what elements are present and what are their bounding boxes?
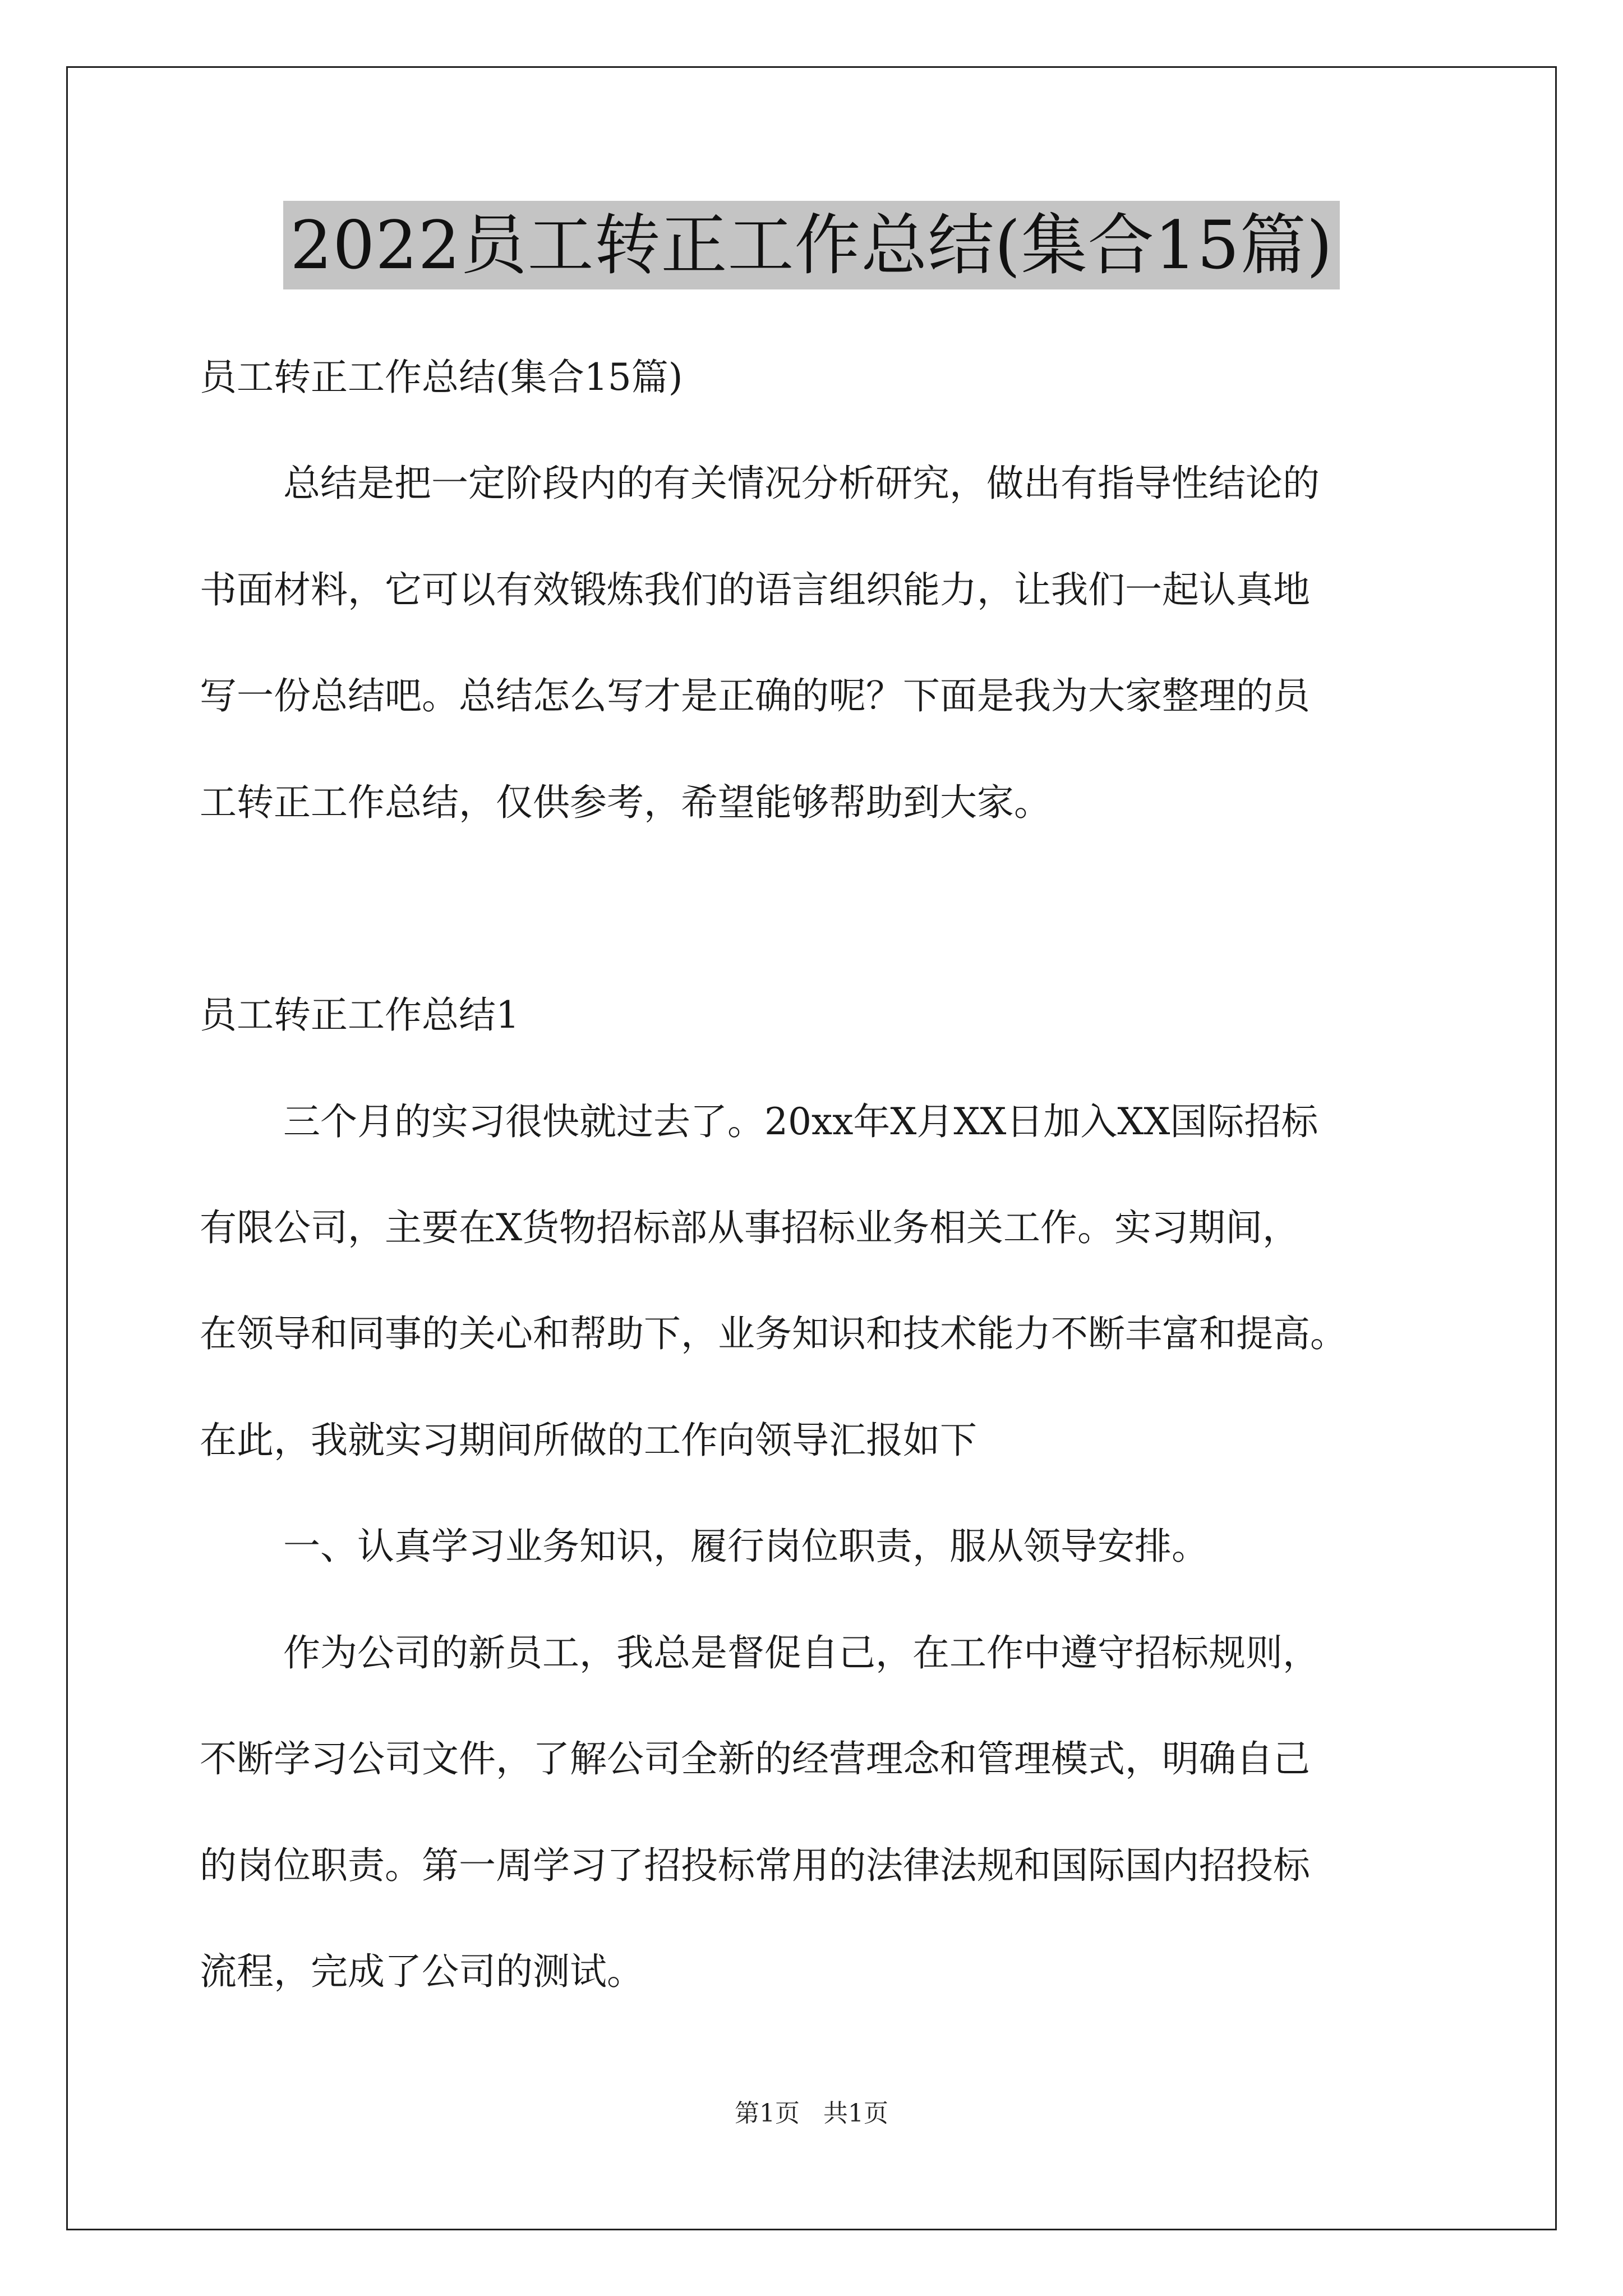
paragraph-line: 总结是把一定阶段内的有关情况分析研究，做出有指导性结论的	[283, 462, 1320, 505]
paragraph-line: 一、认真学习业务知识，履行岗位职责，服从领导安排。	[283, 1525, 1209, 1568]
paragraph-line: 三个月的实习很快就过去了。20xx年X月XX日加入XX国际招标	[283, 1100, 1318, 1143]
section-heading: 员工转正工作总结1	[200, 993, 519, 1037]
paragraph-line: 在领导和同事的关心和帮助下，业务知识和技术能力不断丰富和提高。	[200, 1312, 1347, 1355]
paragraph-line: 书面材料，它可以有效锻炼我们的语言组织能力，让我们一起认真地	[200, 568, 1310, 611]
paragraph-line: 作为公司的新员工，我总是督促自己，在工作中遵守招标规则，	[283, 1631, 1320, 1674]
document-title: 2022员工转正工作总结(集合15篇)	[283, 201, 1340, 289]
paragraph-line: 工转正工作总结，仅供参考，希望能够帮助到大家。	[200, 781, 1051, 824]
paragraph-line: 的岗位职责。第一周学习了招投标常用的法律法规和国际国内招投标	[200, 1844, 1310, 1887]
paragraph-line: 有限公司，主要在X货物招标部从事招标业务相关工作。实习期间，	[200, 1206, 1299, 1249]
paragraph-line: 流程，完成了公司的测试。	[200, 1950, 644, 1993]
page-number-total: 共1页	[823, 2099, 888, 2128]
page-number-current: 第1页	[735, 2099, 800, 2128]
title-container	[0, 201, 1623, 289]
paragraph-line: 写一份总结吧。总结怎么写才是正确的呢？下面是我为大家整理的员	[200, 674, 1310, 717]
subtitle: 员工转正工作总结(集合15篇)	[200, 356, 683, 399]
paragraph-line: 在此，我就实习期间所做的工作向领导汇报如下	[200, 1419, 977, 1462]
page-footer	[0, 2097, 1623, 2131]
paragraph-line: 不断学习公司文件，了解公司全新的经营理念和管理模式，明确自己	[200, 1737, 1310, 1780]
